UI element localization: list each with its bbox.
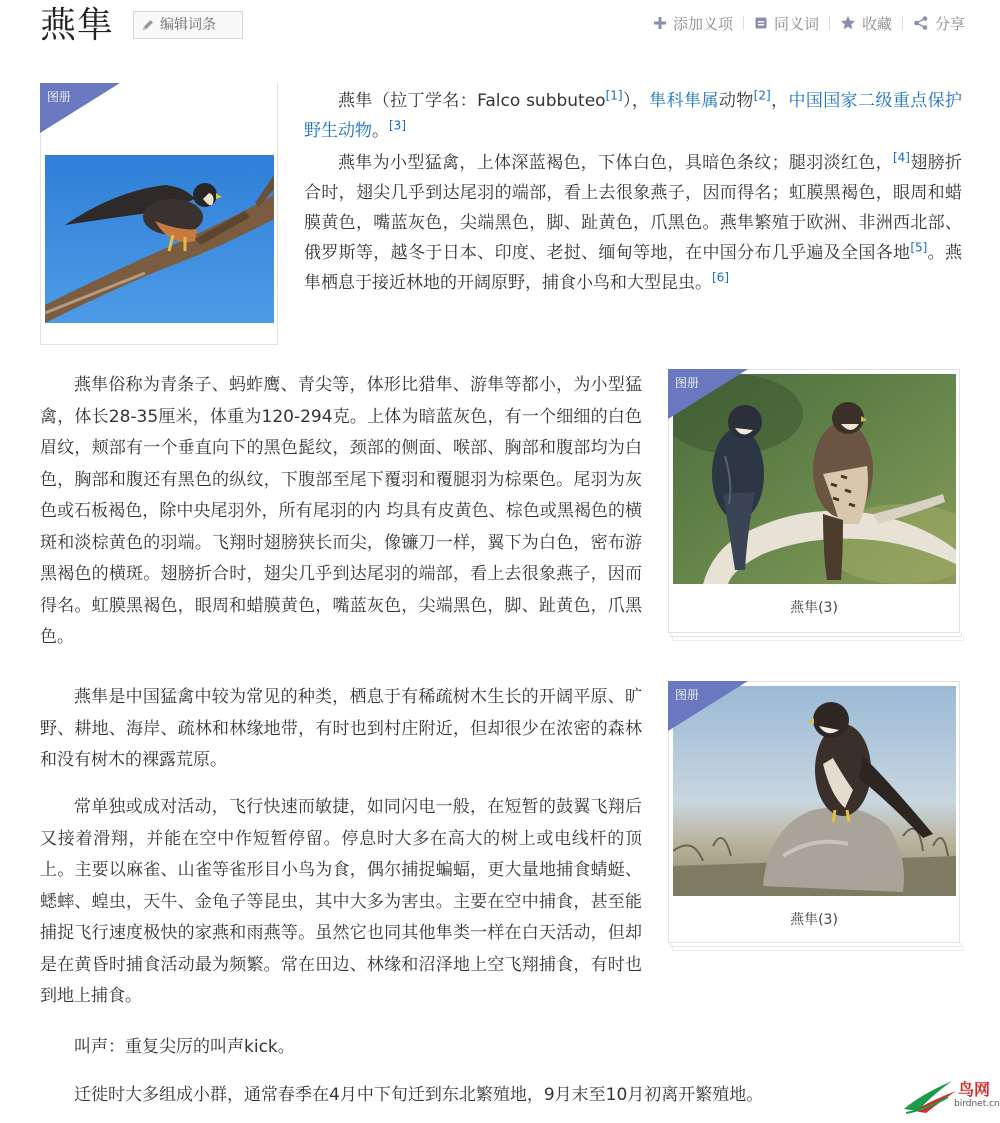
intro-text: 燕隼为小型猛禽，上体深蓝褐色，下体白色，具暗色条纹；腿羽淡红色， bbox=[338, 153, 893, 173]
share-label: 分享 bbox=[934, 14, 965, 33]
intro-text: 。燕隼栖息于接近林地的开阔原野，捕食小鸟和大型昆虫。 bbox=[304, 243, 963, 293]
album-caption: 燕隼(3) bbox=[790, 912, 838, 928]
habitat-paragraph: 燕隼是中国猛禽中较为常见的种类，栖息于有稀疏树木生长的开阔平原、旷野、耕地、海岸、疏林和林缘地带，有时也到村庄附近，但却很少在浓密的森林和没有树木的裸露荒原。 bbox=[40, 687, 642, 770]
album-ribbon-label: 图册 bbox=[675, 688, 700, 702]
article-header bbox=[40, 0, 965, 52]
falcon-perched-on-branch-photo bbox=[45, 155, 274, 323]
album-card[interactable] bbox=[668, 369, 960, 633]
album-card[interactable] bbox=[40, 83, 278, 345]
share-button[interactable] bbox=[903, 13, 965, 34]
add-meaning-button[interactable] bbox=[643, 13, 743, 34]
book-icon bbox=[754, 16, 768, 30]
intro-text: ）， bbox=[622, 91, 650, 111]
edit-entry-button[interactable] bbox=[133, 11, 243, 39]
edit-entry-label: 编辑词条 bbox=[160, 17, 216, 33]
intro-text: ， bbox=[770, 91, 789, 111]
reference-link[interactable]: [2] bbox=[753, 88, 771, 103]
reference-link[interactable]: [3] bbox=[389, 118, 406, 133]
birdnet-watermark bbox=[900, 1073, 1000, 1118]
reference-link[interactable]: [4] bbox=[892, 150, 910, 165]
album-ribbon-label: 图册 bbox=[47, 90, 72, 104]
intro-paragraph-1 bbox=[304, 86, 962, 146]
intro-text: 。 bbox=[372, 121, 389, 141]
migration-paragraph: 迁徙时大多组成小群，通常春季在4月中下旬迁到东北繁殖地，9月末至10月初离开繁殖地。 bbox=[74, 1085, 764, 1105]
reference-link[interactable]: [6] bbox=[712, 270, 729, 285]
watermark-name: 鸟网 bbox=[958, 1080, 991, 1099]
synonym-label: 同义词 bbox=[773, 14, 819, 33]
behavior-paragraph: 常单独或成对活动，飞行快速而敏捷，如同闪电一般，在短暂的鼓翼飞翔后又接着滑翔，并能在空中作短暂停留。停息时大多在高大的树上或电线杆的顶上。主要以麻雀、山雀等雀形目小鸟为食，偶尔捕捉蝙蝠，更大量地捕食蜻蜓、蟋蟀、蝗虫，天牛、金龟子等昆虫，其中大多为害虫。主要在空中捕食，甚至能捕捉飞行速度极快的家燕和雨燕等。虽然它也同其他隼类一样在白天活动，但却是在黄昏时捕食活动最为频繁。常在田边、林缘和沼泽地上空飞翔捕食，有时也到地上捕食。 bbox=[40, 797, 642, 1006]
intro-paragraph-2 bbox=[304, 148, 962, 298]
reference-link[interactable]: [5] bbox=[910, 240, 928, 255]
intro-text: 翅膀折合时，翅尖几乎到达尾羽的端部，看上去很象燕子，因而得名；虹膜黑褐色，眼周和蜡膜黄色，嘴蓝灰色，尖端黑色，脚、趾黄色，爪黑色。燕隼繁殖于欧洲、非洲西北部、俄罗斯等，越冬于日本、印度、老挝、缅甸等地，在中国分布几乎遍及全国各地 bbox=[304, 153, 963, 263]
page-title: 燕隼 bbox=[40, 5, 115, 46]
family-genus-link[interactable]: 隼科隼属 bbox=[649, 91, 719, 111]
album-caption: 燕隼(3) bbox=[790, 600, 838, 616]
album-card[interactable] bbox=[668, 681, 960, 943]
favorite-button[interactable] bbox=[830, 13, 902, 34]
synonym-button[interactable] bbox=[744, 13, 829, 34]
birdnet-logo-icon bbox=[900, 1075, 960, 1115]
intro-text: 动物 bbox=[718, 91, 754, 111]
header-actions bbox=[643, 12, 965, 34]
star-icon bbox=[840, 15, 856, 31]
watermark-url: birdnet.cn bbox=[954, 1099, 1000, 1109]
call-paragraph: 叫声：重复尖厉的叫声kick。 bbox=[74, 1037, 295, 1057]
add-meaning-label: 添加义项 bbox=[672, 14, 733, 33]
description-paragraph: 燕隼俗称为青条子、蚂蚱鹰、青尖等，体形比猎隼、游隼等都小，为小型猛禽，体长28-35厘米，体重为120-294克。上体为暗蓝灰色，有一个细细的白色眉纹，颊部有一个垂直向下的黑色髭纹，颈部的侧面、喉部、胸部和腹部均为白色，胸部和腹还有黑色的纵纹，下腹部至尾下覆羽和覆腿羽为棕栗色。尾羽为灰色或石板褐色，除中央尾羽外，所有尾羽的内 均具有皮黄色、棕色或黑褐色的横斑和淡棕黄色的羽端。飞翔时翅膀狭长而尖，像镰刀一样，翼下为白色，密布游黑褐色的横斑。翅膀折合时，翅尖几乎到达尾羽的端部，看上去很象燕子，因而得名。虹膜黑褐色，眼周和蜡膜黄色，嘴蓝灰色，尖端黑色，脚、趾黄色，爪黑色。 bbox=[40, 375, 642, 647]
protected-wildlife-link[interactable]: 中国国家二级重点保护野生动物 bbox=[304, 91, 963, 141]
plus-icon bbox=[653, 16, 667, 30]
reference-link[interactable]: [1] bbox=[605, 88, 623, 103]
album-ribbon-label: 图册 bbox=[675, 376, 700, 390]
pencil-icon bbox=[141, 18, 155, 32]
favorite-label: 收藏 bbox=[861, 14, 892, 33]
intro-text: 燕隼（拉丁学名：Falco subbuteo bbox=[338, 91, 606, 111]
share-icon bbox=[913, 15, 929, 31]
